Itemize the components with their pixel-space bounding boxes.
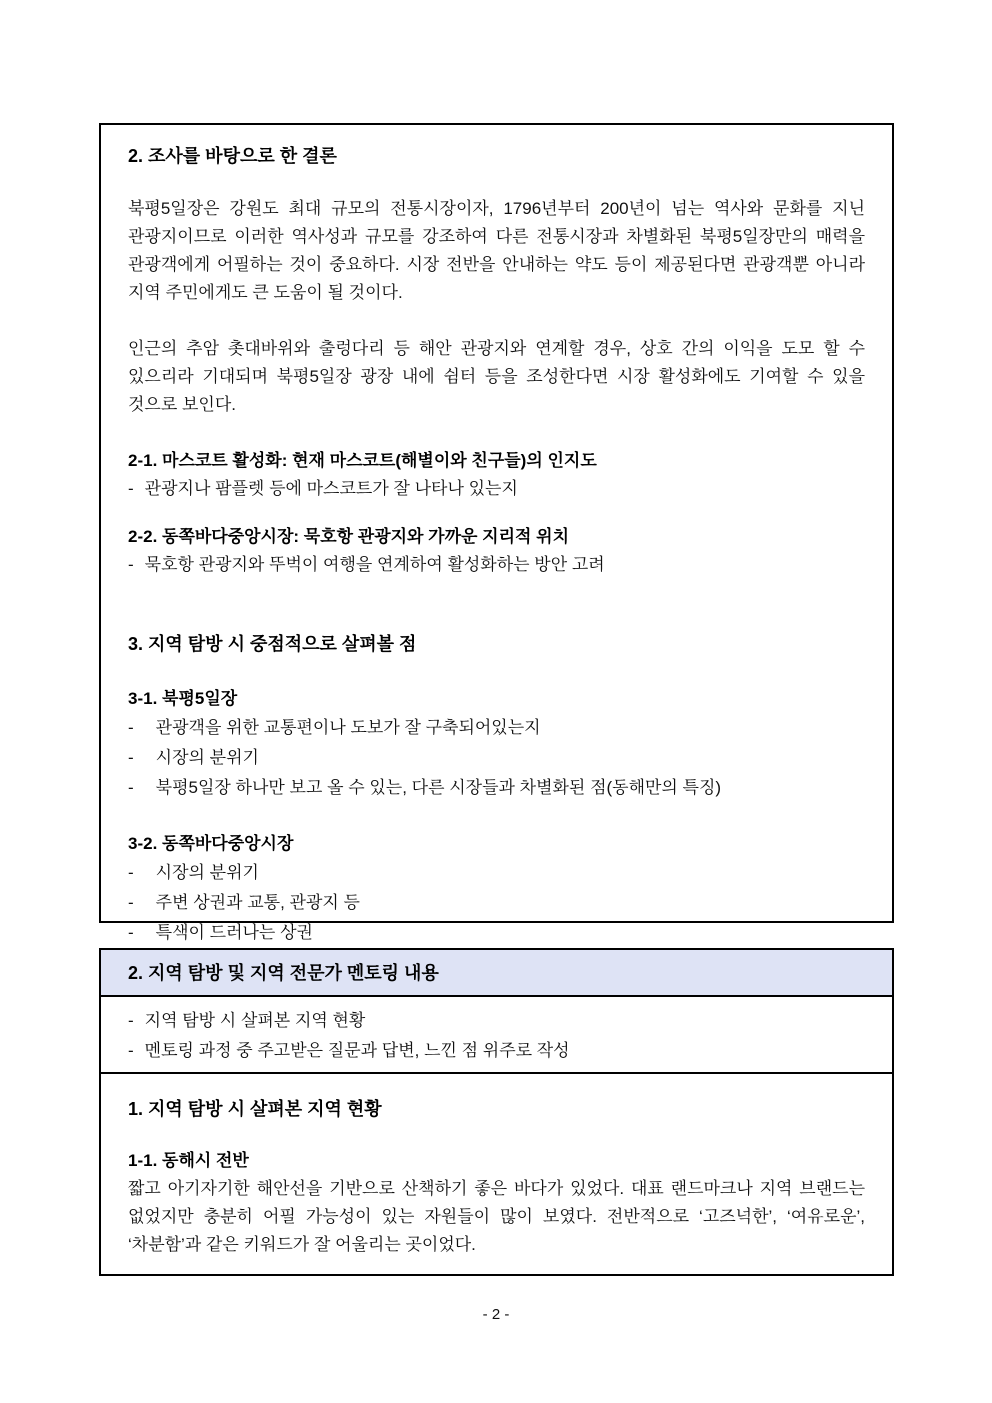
mentoring-section-table bbox=[99, 948, 894, 1276]
section-2-1-heading: 2-1. 마스코트 활성화: 현재 마스코트(해별이와 친구들)의 인지도 bbox=[128, 451, 597, 470]
section-2-2-bullet: - 묵호항 관광지와 뚜벅이 여행을 연계하여 활성화하는 방안 고려 bbox=[128, 551, 865, 579]
conclusion-paragraph-2: 인근의 추암 촛대바위와 출렁다리 등 해안 관광지와 연계할 경우, 상호 간의 이익을 도모 할 수 있으리라 기대되며 북평5일장 광장 내에 쉼터 등을 조성한다면 시장 활성화에도 기여할 수 있을 것으로 보인다. bbox=[128, 339, 865, 414]
dash-marker: - bbox=[128, 778, 134, 797]
section-3-1-heading: 3-1. 북평5일장 bbox=[128, 689, 238, 708]
table-content-row bbox=[101, 1074, 892, 1259]
conclusion-section-box bbox=[99, 123, 894, 942]
dash-marker: - bbox=[128, 923, 134, 942]
table-header-title: 2. 지역 탐방 및 지역 전문가 멘토링 내용 bbox=[128, 962, 439, 983]
dash-marker: - bbox=[128, 893, 134, 912]
dash-marker: - bbox=[128, 1041, 134, 1060]
list-item: - 시장의 분위기 bbox=[128, 858, 865, 888]
dash-marker: - bbox=[128, 555, 134, 574]
list-item: - 북평5일장 하나만 보고 올 수 있는, 다른 시장들과 차별화된 점(동해만의 특징) bbox=[128, 773, 865, 803]
section-1-title: 1. 지역 탐방 시 살펴본 지역 현황 bbox=[128, 1099, 382, 1119]
section-1-1-heading: 1-1. 동해시 전반 bbox=[128, 1151, 249, 1170]
page-number: - 2 - bbox=[482, 1306, 510, 1323]
list-item: - 특색이 드러나는 상권 bbox=[128, 918, 865, 948]
section-2-2-heading: 2-2. 동쪽바다중앙시장: 묵호항 관광지와 가까운 지리적 위치 bbox=[128, 527, 569, 546]
conclusion-title: 2. 조사를 바탕으로 한 결론 bbox=[128, 146, 337, 166]
list-item: - 관광객을 위한 교통편이나 도보가 잘 구축되어있는지 bbox=[128, 713, 865, 743]
dash-marker: - bbox=[128, 748, 134, 767]
table-header-row bbox=[101, 950, 892, 997]
conclusion-paragraph-1: 북평5일장은 강원도 최대 규모의 전통시장이자, 1796년부터 200년이 넘는 역사와 문화를 지닌 관광지이므로 이러한 역사성과 규모를 강조하여 다른 전통시장과 차별화된 북평5일장만의 매력을 관광객에게 어필하는 것이 중요하다. 시장 전반을 안내하는 약도 등이 제공된다면 관광객뿐 아니라 지역 주민에게도 큰 도움이 될 것이다. bbox=[128, 199, 865, 302]
list-item: - 멘토링 과정 중 주고받은 질문과 답변, 느낀 점 위주로 작성 bbox=[128, 1036, 865, 1066]
section-3-2-heading: 3-2. 동쪽바다중앙시장 bbox=[128, 834, 294, 853]
list-item: - 주변 상권과 교통, 관광지 등 bbox=[128, 888, 865, 918]
dash-marker: - bbox=[128, 1011, 134, 1030]
dash-marker: - bbox=[128, 718, 134, 737]
section-1-1-paragraph: 짧고 아기자기한 해안선을 기반으로 산책하기 좋은 바다가 있었다. 대표 랜드마크나 지역 브랜드는 없었지만 충분히 어필 가능성이 있는 자원들이 많이 보였다. 전반적으로 ‘고즈넉한’, ‘여유로운’, ‘차분함’과 같은 키워드가 잘 어울리는 곳이었다. bbox=[128, 1179, 865, 1254]
section-3-title: 3. 지역 탐방 시 중점적으로 살펴볼 점 bbox=[128, 634, 417, 654]
list-item: - 시장의 분위기 bbox=[128, 743, 865, 773]
section-2-1-bullet: - 관광지나 팜플렛 등에 마스코트가 잘 나타나 있는지 bbox=[128, 475, 865, 503]
dash-marker: - bbox=[128, 479, 134, 498]
table-summary-row bbox=[101, 997, 892, 1074]
dash-marker: - bbox=[128, 863, 134, 882]
list-item: - 지역 탐방 시 살펴본 지역 현황 bbox=[128, 1006, 865, 1036]
